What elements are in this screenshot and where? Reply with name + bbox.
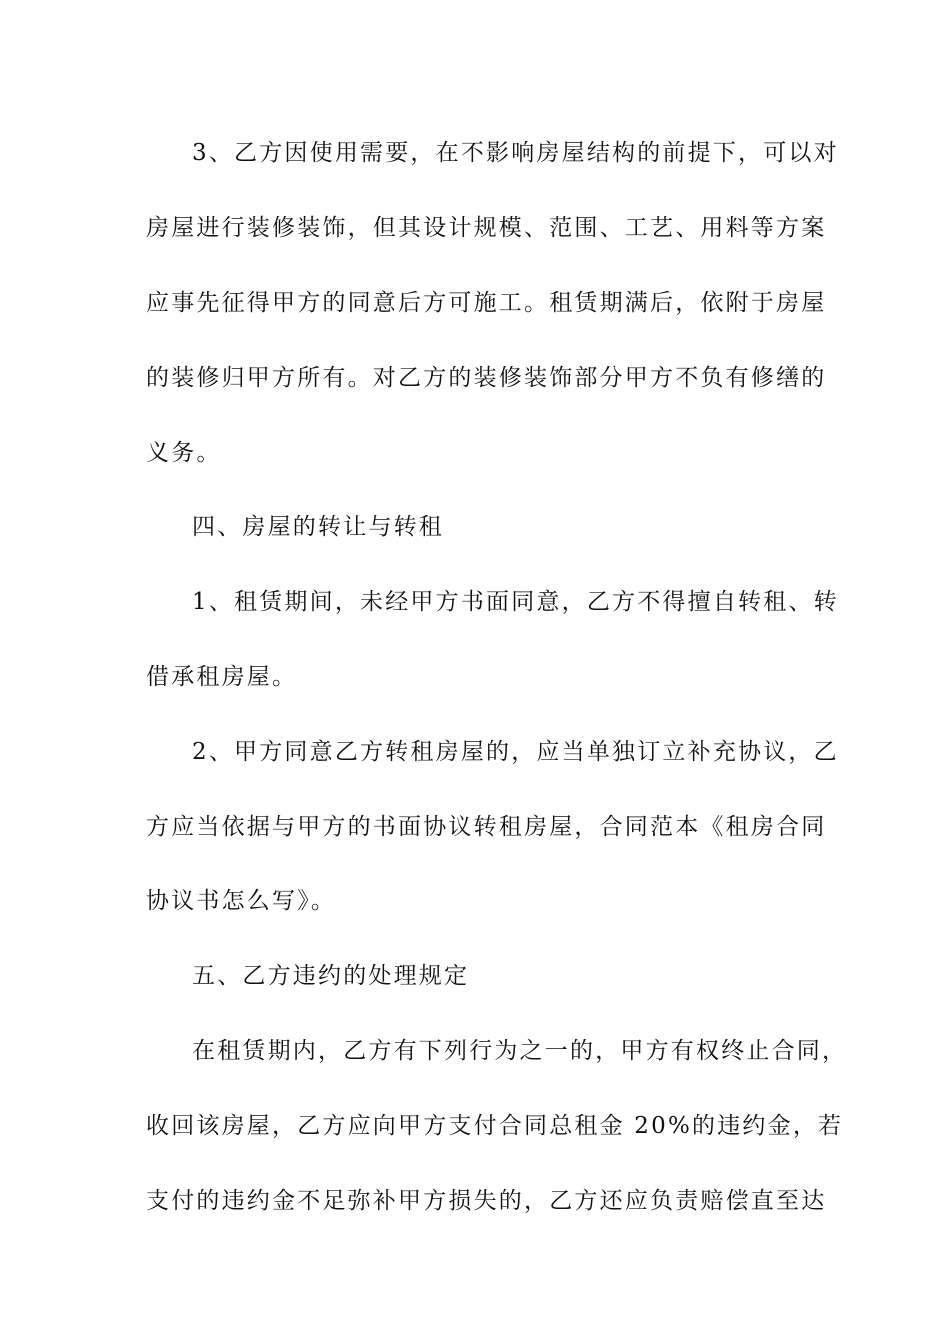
paragraph-line: 的装修归甲方所有。对乙方的装修装饰部分甲方不负有修缮的: [146, 365, 827, 391]
paragraph-line: 1、租赁期间，未经甲方书面同意，乙方不得擅自转租、转: [192, 589, 839, 615]
paragraph-line: 协议书怎么写》。: [146, 888, 337, 914]
section-heading: 四、房屋的转让与转租: [192, 514, 444, 540]
paragraph-line: 3、乙方因使用需要，在不影响房屋结构的前提下，可以对: [192, 140, 839, 166]
paragraph-line: 在租赁期内，乙方有下列行为之一的，甲方有权终止合同，: [192, 1038, 848, 1064]
paragraph-line: 义务。: [146, 440, 222, 466]
paragraph-line: 借承租房屋。: [146, 664, 298, 690]
paragraph-line: 方应当依据与甲方的书面协议转租房屋，合同范本《租房合同: [146, 814, 827, 840]
section-heading: 五、乙方违约的处理规定: [192, 963, 470, 989]
paragraph-line: 收回该房屋，乙方应向甲方支付合同总租金 20%的违约金，若: [146, 1113, 844, 1139]
paragraph-line: 房屋进行装修装饰，但其设计规模、范围、工艺、用料等方案: [146, 215, 827, 241]
paragraph-line: 支付的违约金不足弥补甲方损失的，乙方还应负责赔偿直至达: [146, 1188, 827, 1214]
paragraph-line: 应事先征得甲方的同意后方可施工。租赁期满后，依附于房屋: [146, 290, 827, 316]
paragraph-line: 2、甲方同意乙方转租房屋的，应当单独订立补充协议，乙: [192, 739, 839, 765]
